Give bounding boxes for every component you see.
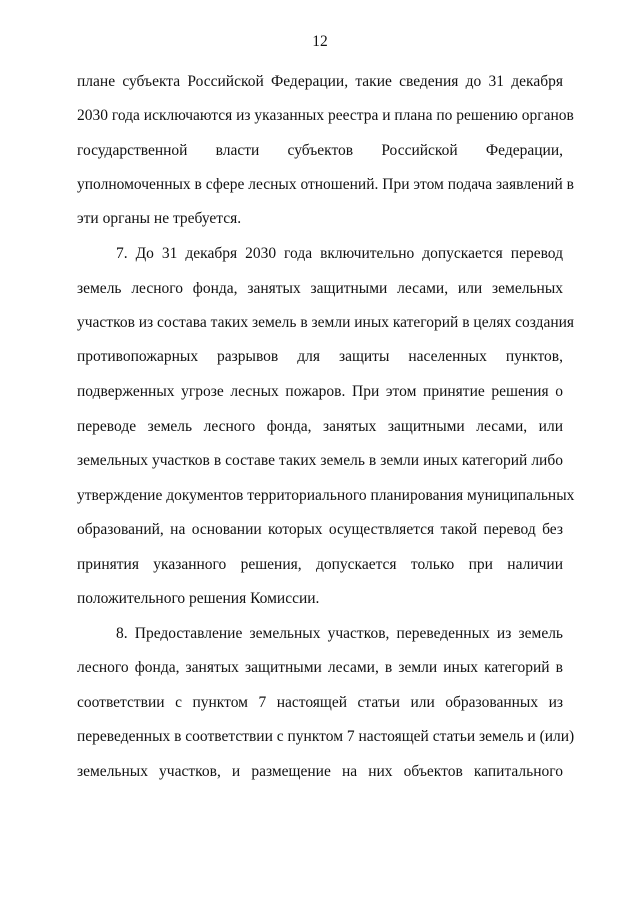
text-line: земельных участков, и размещение на них объектов капитального [77, 763, 563, 780]
text-line: земель лесного фонда, занятых защитными лесами, или земельных [77, 280, 563, 297]
text-line: переводе земель лесного фонда, занятых защитными лесами, или [77, 418, 563, 435]
paragraph-8-first-line: 8. Предоставление земельных участков, переведенных из земель [116, 625, 563, 642]
text-line: противопожарных разрывов для защиты населенных пунктов, [77, 348, 563, 365]
text-line: лесного фонда, занятых защитными лесами, в земли иных категорий в [77, 659, 563, 676]
text-line: эти органы не требуется. [77, 210, 242, 227]
text-line: образований, на основании которых осуществляется такой перевод без [77, 521, 563, 538]
text-line: положительного решения Комиссии. [77, 590, 320, 607]
text-line: переведенных в соответствии с пунктом 7 настоящей статьи земель и (или) [77, 728, 575, 745]
text-line: подверженных угрозе лесных пожаров. При этом принятие решения о [77, 383, 563, 400]
text-line: принятия указанного решения, допускается только при наличии [77, 556, 563, 573]
paragraph-7-first-line: 7. До 31 декабря 2030 года включительно допускается перевод [116, 245, 563, 262]
text-line: участков из состава таких земель в земли иных категорий в целях создания [77, 314, 575, 331]
text-line: государственной власти субъектов Российской Федерации, [77, 142, 563, 159]
text-line: утверждение документов территориального планирования муниципальных [77, 487, 575, 504]
text-line: уполномоченных в сфере лесных отношений. При этом подача заявлений в [77, 176, 574, 193]
text-line: соответствии с пунктом 7 настоящей статьи или образованных из [77, 694, 563, 711]
text-line: земельных участков в составе таких земель в земли иных категорий либо [77, 452, 563, 469]
text-line: 2030 года исключаются из указанных реестра и плана по решению органов [77, 107, 574, 124]
text-line: плане субъекта Российской Федерации, такие сведения до 31 декабря [77, 73, 563, 90]
page-number: 12 [312, 33, 328, 50]
